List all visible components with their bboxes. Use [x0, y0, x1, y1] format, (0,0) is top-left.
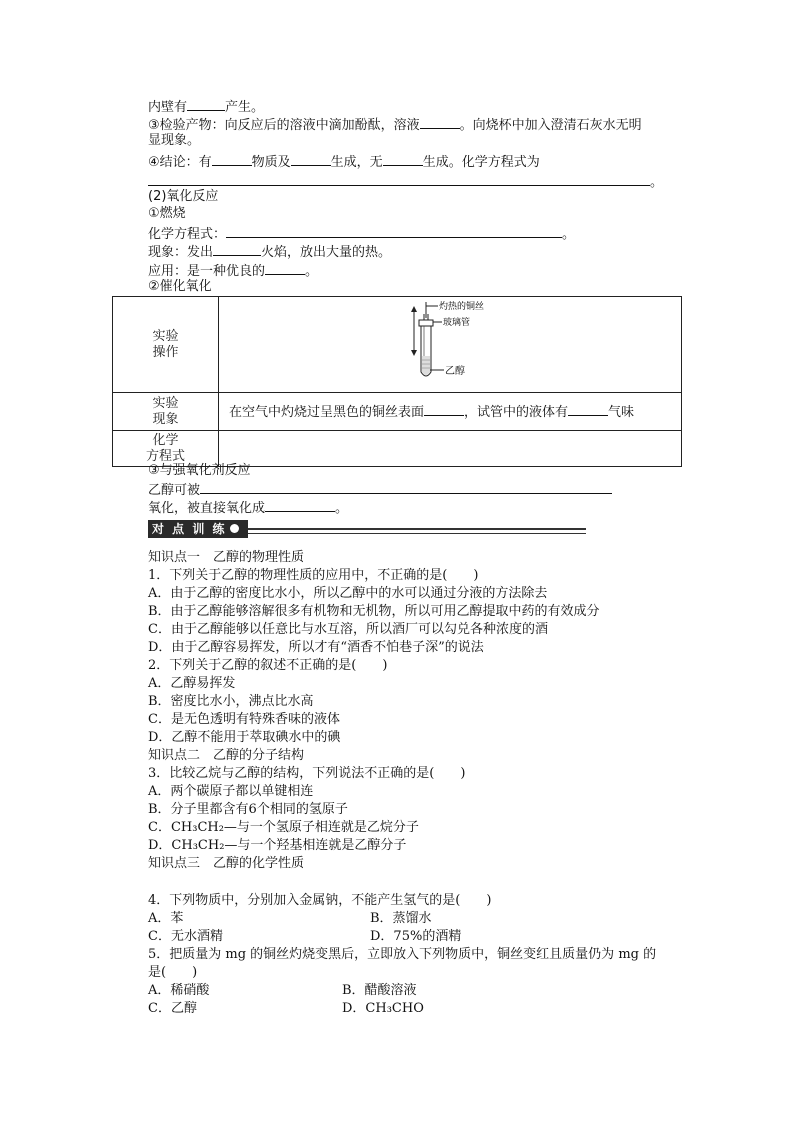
answer-blank[interactable] — [424, 402, 464, 416]
q1-option-b[interactable]: B．由于乙醇能够溶解很多有机物和无机物，所以可用乙醇提取中药的有效成分 — [148, 604, 600, 619]
q2-option-d[interactable]: D．乙醇不能用于萃取碘水中的碘 — [148, 730, 341, 745]
answer-blank[interactable] — [212, 152, 252, 166]
answer-blank[interactable] — [265, 498, 335, 512]
text: 氧化，被直接氧化成 — [148, 501, 266, 516]
text: 。向烧杯中加入澄清石灰水无明 — [459, 118, 642, 133]
q1-option-a[interactable]: A．由于乙醇的密度比水小，所以乙醇中的水可以通过分液的方法除去 — [148, 586, 548, 601]
circle-icon — [230, 524, 239, 533]
catalytic-title: ②催化氧化 — [148, 279, 212, 294]
q5-stem: 5．把质量为 mg 的铜丝灼烧变黑后，立即放入下列物质中，铜丝变红且质量仍为 mg 的 — [148, 947, 657, 962]
text: 。 — [305, 264, 319, 279]
q1-option-c[interactable]: C．由于乙醇能够以任意比与水互溶，所以酒厂可以勾兑各种浓度的酒 — [148, 622, 548, 637]
row-head-operation: 实验 操作 — [113, 297, 219, 393]
text: 生成，无 — [330, 155, 383, 170]
answer-blank[interactable] — [383, 152, 423, 166]
text: 。 — [650, 175, 664, 190]
knowledge-point-2: 知识点二 乙醇的分子结构 — [148, 748, 305, 763]
text: 。 — [335, 501, 349, 516]
answer-blank[interactable] — [187, 97, 225, 111]
line-check-products — [148, 115, 642, 134]
banner-label: 对 点 训 练 — [148, 520, 248, 538]
answer-blank[interactable] — [226, 224, 562, 238]
apparatus-figure — [220, 298, 680, 386]
q3-stem: 3．比较乙烷与乙醇的结构，下列说法不正确的是( ) — [148, 766, 466, 781]
q5-stem-cont: 是( ) — [148, 965, 198, 980]
oxidation-title: (2)氧化反应 — [148, 189, 219, 204]
strong-oxidant-line1 — [148, 480, 612, 499]
practice-banner — [148, 520, 438, 538]
label-glass-tube: 玻璃管 — [443, 318, 471, 328]
text: ④结论：有 — [148, 155, 212, 170]
q2-option-c[interactable]: C．是无色透明有特殊香味的液体 — [148, 712, 340, 727]
line-inner-wall — [148, 97, 264, 116]
strong-oxidant-title: ③与强氧化剂反应 — [148, 463, 251, 478]
q1-option-d[interactable]: D．由于乙醇容易挥发，所以才有“酒香不怕巷子深”的说法 — [148, 640, 484, 655]
text: 产生。 — [225, 100, 265, 115]
equation-cell[interactable] — [219, 431, 682, 467]
knowledge-point-1: 知识点一 乙醇的物理性质 — [148, 550, 305, 565]
answer-blank[interactable] — [148, 172, 650, 186]
q5-option-d[interactable]: D．CH₃CHO — [342, 1001, 424, 1016]
q4-option-d[interactable]: D．75%的酒精 — [370, 929, 462, 944]
answer-blank[interactable] — [200, 480, 612, 494]
burn-phenomenon — [148, 242, 391, 261]
divider — [248, 528, 586, 530]
text: 物质及 — [251, 155, 291, 170]
operation-figure-cell — [219, 297, 682, 393]
text: 化学方程式： — [148, 227, 227, 242]
burn-equation — [148, 224, 575, 243]
row-head-phenomenon: 实验 现象 — [113, 393, 219, 431]
line-conclusion — [148, 152, 540, 171]
line-equation-blank — [148, 172, 663, 191]
q4-option-c[interactable]: C．无水酒精 — [148, 929, 223, 944]
strong-oxidant-line2 — [148, 498, 348, 517]
q1-stem: 1．下列关于乙醇的物理性质的应用中，不正确的是( ) — [148, 568, 479, 583]
q2-stem: 2．下列关于乙醇的叙述不正确的是( ) — [148, 658, 388, 673]
test-tube-icon — [419, 314, 433, 376]
q3-option-a[interactable]: A．两个碳原子都以单键相连 — [148, 784, 314, 799]
q2-option-b[interactable]: B．密度比水小，沸点比水高 — [148, 694, 314, 709]
text: 生成。化学方程式为 — [422, 155, 540, 170]
answer-blank[interactable] — [568, 402, 608, 416]
text: 内壁有 — [148, 100, 188, 115]
q4-option-b[interactable]: B．蒸馏水 — [370, 911, 432, 926]
burn-title: ①燃烧 — [148, 206, 186, 221]
q3-option-c[interactable]: C．CH₃CH₂—与一个氢原子相连就是乙烷分子 — [148, 820, 419, 835]
text: 显现象。 — [148, 133, 201, 148]
burn-application — [148, 261, 318, 280]
q4-option-a[interactable]: A．苯 — [148, 911, 184, 926]
answer-blank[interactable] — [213, 242, 261, 256]
q5-option-a[interactable]: A．稀硝酸 — [148, 983, 210, 998]
answer-blank[interactable] — [265, 261, 305, 275]
q3-option-b[interactable]: B．分子里都含有6个相同的氢原子 — [148, 802, 348, 817]
text: 火焰，放出大量的热。 — [261, 245, 392, 260]
text: 现象：发出 — [148, 245, 214, 260]
text: 。 — [562, 227, 576, 242]
experiment-table — [112, 296, 682, 467]
q5-option-c[interactable]: C．乙醇 — [148, 1001, 197, 1016]
knowledge-point-3: 知识点三 乙醇的化学性质 — [148, 856, 305, 871]
phenomenon-cell: 在空气中灼烧过呈黑色的铜丝表面 ，试管中的液体有 气味 — [219, 393, 682, 431]
row-head-equation: 化学 方程式 — [113, 431, 219, 467]
q4-stem: 4．下列物质中，分别加入金属钠，不能产生氢气的是( ) — [148, 893, 492, 908]
q2-option-a[interactable]: A．乙醇易挥发 — [148, 676, 236, 691]
line-no-phenomenon — [148, 133, 200, 149]
text: ③检验产物：向反应后的溶液中滴加酚酞，溶液 — [148, 118, 420, 133]
q5-option-b[interactable]: B．醋酸溶液 — [342, 983, 417, 998]
answer-blank[interactable] — [291, 152, 331, 166]
text: 应用：是一种优良的 — [148, 264, 266, 279]
label-ethanol: 乙醇 — [445, 366, 465, 377]
divider — [248, 533, 586, 534]
label-hot-copper: 灼热的铜丝 — [439, 302, 485, 312]
text: 乙醇可被 — [148, 483, 201, 498]
answer-blank[interactable] — [420, 115, 460, 129]
q3-option-d[interactable]: D．CH₃CH₂—与一个羟基相连就是乙醇分子 — [148, 838, 407, 853]
